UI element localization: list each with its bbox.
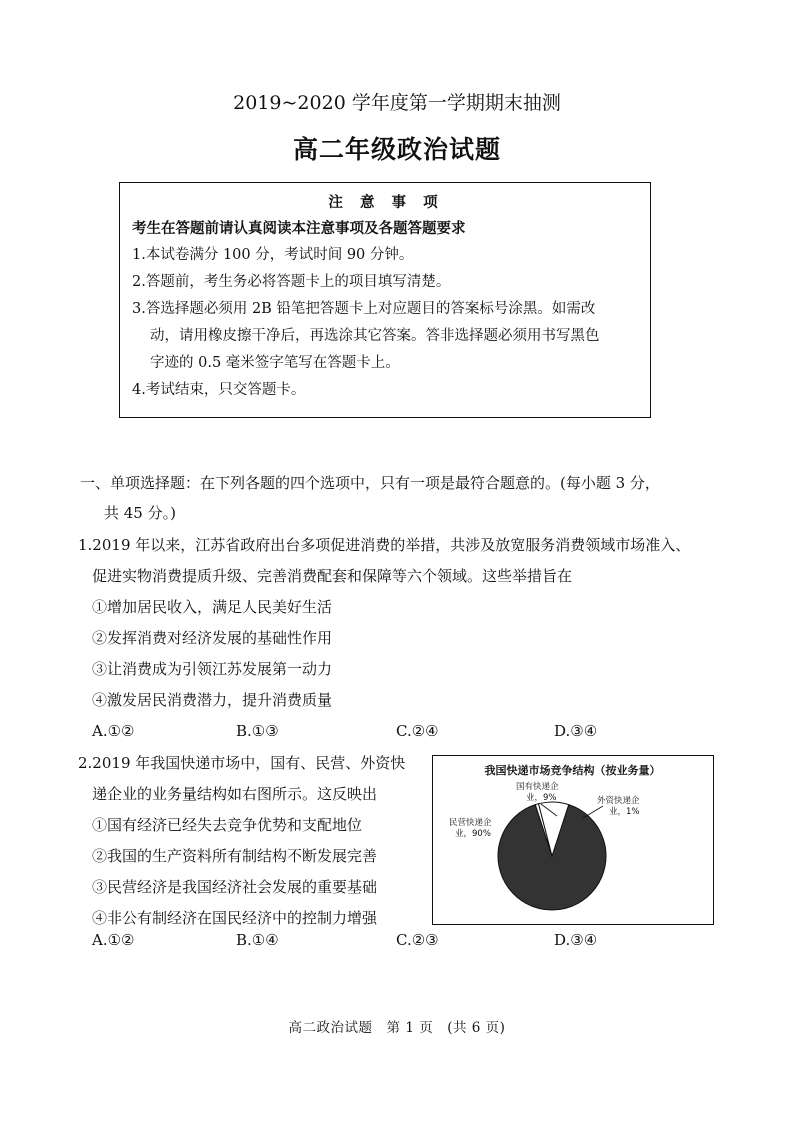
section-line-1: 一、单项选择题：在下列各题的四个选项中，只有一项是最符合题意的。(每小题 3 分， [80, 474, 660, 492]
page-footer: 高二政治试题 第 1 页 (共 6 页) [288, 1020, 506, 1036]
notice-box [119, 182, 651, 418]
q1-option-a[interactable]: A.①② [92, 722, 135, 740]
q1-stem-2: 促进实物消费提质升级、完善消费配套和保障等六个领域。这些举措旨在 [92, 567, 573, 585]
notice-line-4: 4.考试结束，只交答题卡。 [132, 382, 306, 398]
q2-options [92, 925, 712, 956]
q2-stem-1: 2.2019 年我国快递市场中，国有、民营、外资快 [78, 754, 406, 772]
section-line-2: 共 45 分。) [104, 504, 176, 522]
q2-item-3: ③民营经济是我国经济社会发展的重要基础 [92, 878, 378, 896]
q1-option-d[interactable]: D.③④ [554, 722, 598, 740]
q1-stem-1: 1.2019 年以来，江苏省政府出台多项促进消费的举措，共涉及放宽服务消费领域市场准入、 [78, 536, 691, 554]
notice-heading: 考生在答题前请认真阅读本注意事项及各题答题要求 [132, 220, 466, 237]
chart-title: 我国快递市场竞争结构（按业务量） [484, 764, 661, 777]
q2-option-a[interactable]: A.①② [92, 931, 135, 949]
q2-item-2: ②我国的生产资料所有制结构不断发展完善 [92, 847, 378, 865]
q2-stem-2: 递企业的业务量结构如右图所示。这反映出 [92, 785, 378, 803]
section-heading [80, 468, 710, 528]
notice-line-1: 1.本试卷满分 100 分，考试时间 90 分钟。 [132, 247, 414, 263]
q2-option-d[interactable]: D.③④ [554, 931, 598, 949]
exam-subtitle: 2019~2020 学年度第一学期期末抽测 [233, 92, 561, 114]
q1-item-1: ①增加居民收入，满足人民美好生活 [92, 598, 333, 616]
question-1 [78, 530, 718, 747]
q1-item-2: ②发挥消费对经济发展的基础性作用 [92, 629, 333, 647]
notice-title: 注 意 事 项 [328, 194, 444, 211]
q1-option-b[interactable]: B.①③ [236, 722, 279, 740]
q2-option-b[interactable]: B.①④ [236, 931, 279, 949]
notice-line-3b: 动，请用橡皮擦干净后，再选涂其它答案。答非选择题必须用书写黑色 [150, 328, 600, 344]
notice-line-3c: 字迹的 0.5 毫米签字笔写在答题卡上。 [150, 355, 400, 371]
q1-option-c[interactable]: C.②④ [396, 722, 439, 740]
notice-line-2: 2.答题前，考生务必将答题卡上的项目填写清楚。 [132, 274, 451, 290]
express-market-pie-chart [432, 755, 714, 925]
q1-item-3: ③让消费成为引领江苏发展第一动力 [92, 660, 333, 678]
q1-item-4: ④激发居民消费潜力，提升消费质量 [92, 691, 333, 709]
notice-line-3a: 3.答选择题必须用 2B 铅笔把答题卡上对应题目的答案标号涂黑。如需改 [132, 301, 596, 317]
exam-title: 高二年级政治试题 [292, 135, 501, 164]
question-2 [78, 748, 428, 934]
label-state-owned: 国有快递企 业，9% [516, 782, 559, 803]
q2-option-c[interactable]: C.②③ [396, 931, 439, 949]
label-private: 民营快递企 业，90% [449, 818, 492, 839]
q1-options [78, 716, 718, 747]
q2-item-1: ①国有经济已经失去竞争优势和支配地位 [92, 816, 363, 834]
q2-item-4: ④非公有制经济在国民经济中的控制力增强 [92, 909, 378, 927]
label-foreign: 外资快递企 业，1% [597, 796, 640, 817]
